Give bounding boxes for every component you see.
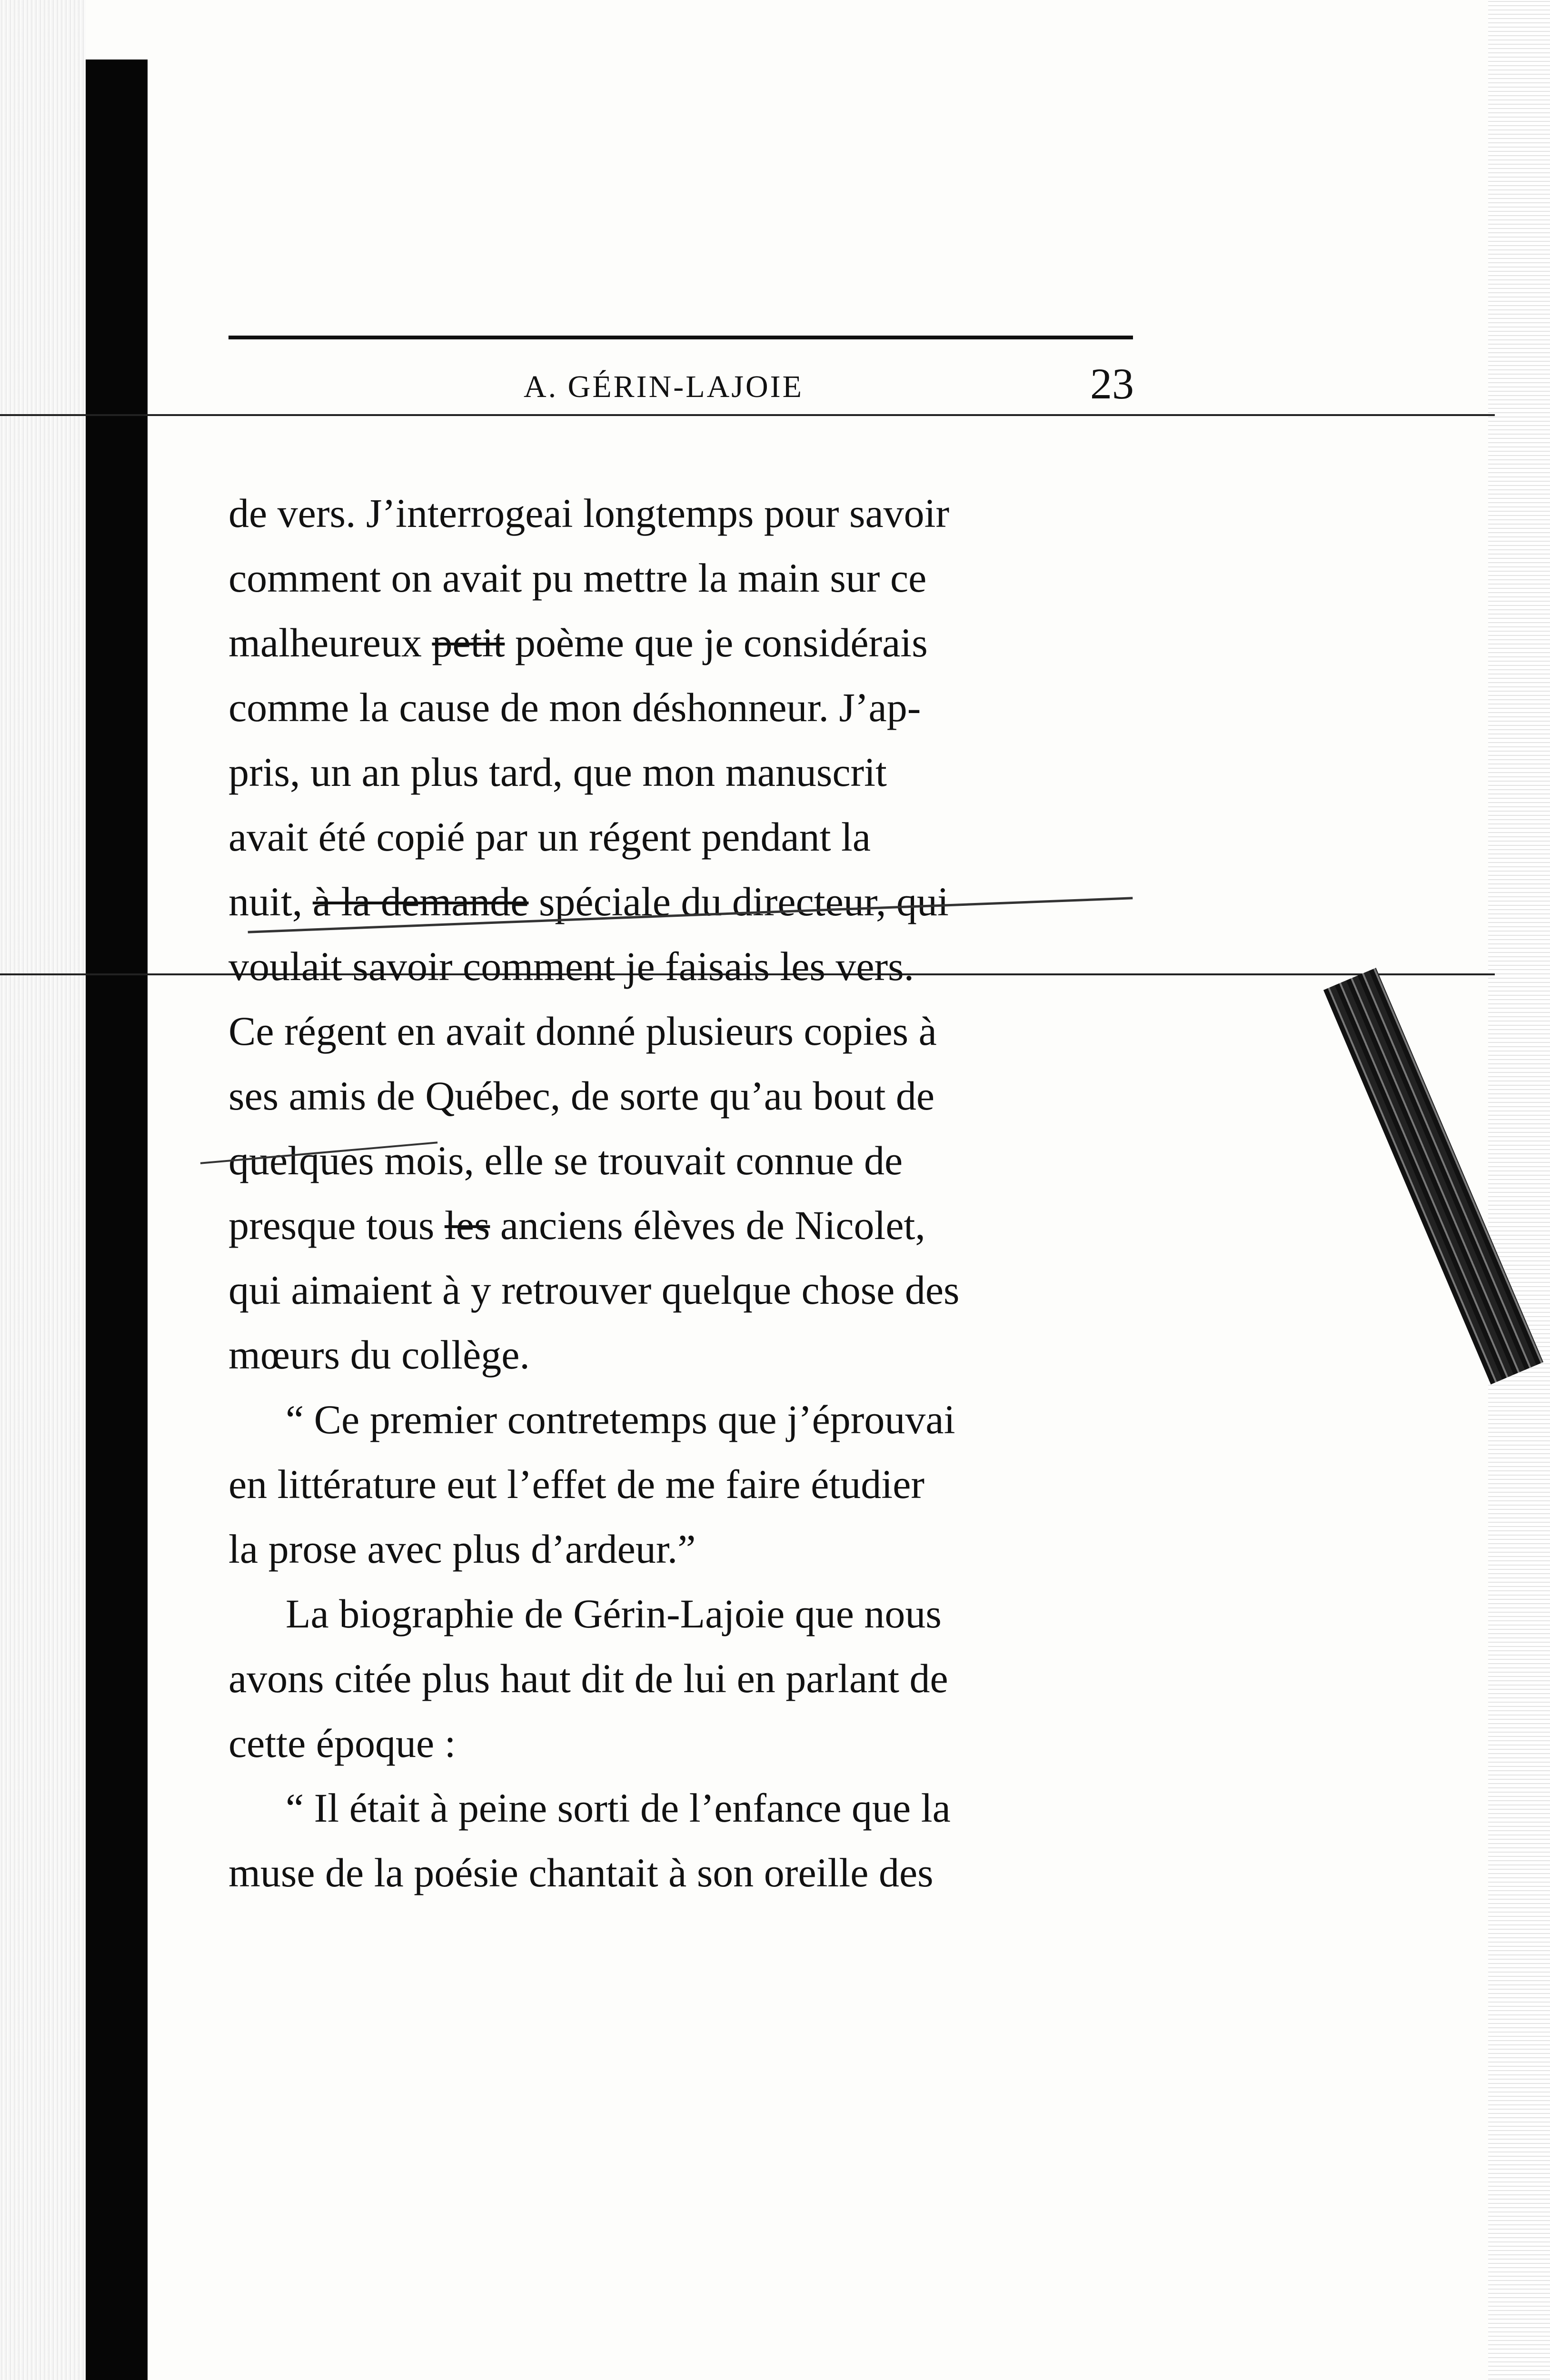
page-number: 23 [1090,359,1134,408]
text-segment: spéciale du directeur, qui [528,879,949,924]
text-segment: muse de la poésie chantait à son oreille des [229,1850,934,1895]
text-line [229,934,1181,999]
text-line [229,481,1181,545]
text-segment: “ Il était à peine sorti de l’enfance que la [286,1785,951,1831]
text-segment: comment on avait pu mettre la main sur ce [229,555,927,601]
text-line [229,1775,1181,1840]
struck-text: les [444,1202,490,1248]
text-segment: Ce régent en avait donné plusieurs copies à [229,1008,937,1054]
text-segment: qui aimaient à y retrouver quelque chose des [229,1267,960,1313]
text-segment: malheureux [229,620,432,665]
text-line [229,1517,1181,1581]
text-segment: mœurs du collège. [229,1332,530,1378]
text-segment: cette époque : [229,1720,456,1766]
header-rule [229,336,1133,339]
text-segment: en littérature eut l’effet de me faire étudier [229,1461,924,1507]
text-segment: nuit, [229,879,313,924]
scan-crease-line [0,414,1495,416]
running-head: A. GÉRIN-LAJOIE [524,369,804,404]
right-page-edge [1488,0,1550,2380]
text-line [229,1063,1181,1128]
text-line [229,740,1181,804]
text-segment: “ Ce premier contretemps que j’éprouvai [286,1397,955,1442]
text-line [229,804,1181,869]
text-line [229,1711,1181,1775]
struck-text: à la demande [312,879,529,924]
text-segment: La biographie de Gérin-Lajoie que nous [286,1591,942,1636]
text-line [229,1387,1181,1452]
text-line [229,1322,1181,1387]
text-line [229,1258,1181,1322]
text-segment: ses amis de Québec, de sorte qu’au bout de [229,1073,935,1119]
text-line [229,1128,1181,1193]
text-segment: presque tous [229,1202,445,1248]
struck-text: petit [432,620,505,665]
body-text [229,481,1181,1905]
text-line [229,1452,1181,1517]
text-line [229,999,1181,1063]
text-line [229,1581,1181,1646]
text-segment: pris, un an plus tard, que mon manuscrit [229,749,887,795]
binding-shadow [86,60,148,2380]
text-segment: comme la cause de mon déshonneur. J’ap- [229,684,921,730]
text-line [229,675,1181,740]
text-line [229,610,1181,675]
text-line [229,1840,1181,1905]
text-segment: de vers. J’interrogeai longtemps pour savoir [229,490,950,536]
text-segment: poème que je considérais [505,620,928,665]
text-segment: avons citée plus haut dit de lui en parlant de [229,1656,948,1701]
text-segment: avait été copié par un régent pendant la [229,814,871,860]
left-margin-speckle [0,0,86,2380]
text-line [229,1193,1181,1258]
text-segment: quelques mois, elle se trouvait connue de [229,1138,903,1183]
text-segment: voulait savoir comment je faisais les vers. [229,943,914,989]
text-line [229,545,1181,610]
text-line [229,1646,1181,1711]
text-segment: anciens élèves de Nicolet, [490,1202,925,1248]
text-segment: la prose avec plus d’ardeur.” [229,1526,696,1572]
